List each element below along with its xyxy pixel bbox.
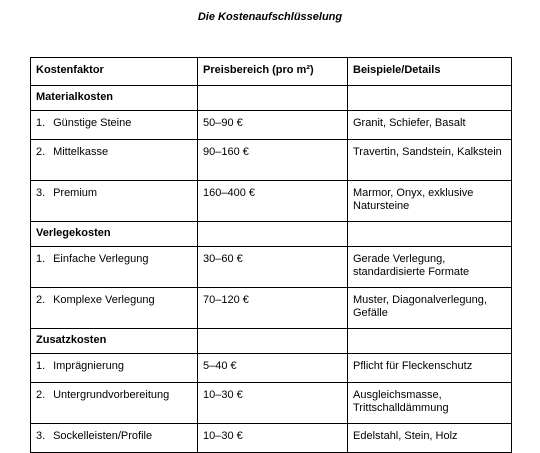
cost-table [30,57,512,453]
item-name: Einfache Verlegung [53,253,149,265]
details-cell: Travertin, Sandstein, Kalkstein [348,140,512,181]
details-cell: Pflicht für Fleckenschutz [348,354,512,383]
item-name: Premium [53,187,98,199]
price-cell: 10–30 € [198,383,348,424]
price-cell: 5–40 € [198,354,348,383]
item-name: Mittelkasse [53,146,109,158]
cost-item [31,140,198,181]
item-number: 2. [36,294,46,306]
details-cell: Muster, Diagonalverlegung, Gefälle [348,288,512,329]
price-cell: 50–90 € [198,111,348,140]
section-label: Materialkosten [31,86,198,111]
item-number: 2. [36,146,46,158]
item-number: 3. [36,187,46,199]
cost-item [31,383,198,424]
cost-item [31,354,198,383]
table-row [31,424,512,453]
item-number: 1. [36,253,46,265]
item-number: 2. [36,389,46,401]
header-price-range: Preisbereich (pro m²) [198,58,348,86]
item-name: Komplexe Verlegung [53,294,155,306]
details-cell: Ausgleichsmasse, Trittschalldämmung [348,383,512,424]
details-cell: Granit, Schiefer, Basalt [348,111,512,140]
item-name: Imprägnierung [53,360,124,372]
item-number: 1. [36,117,46,129]
item-name: Günstige Steine [53,117,132,129]
item-number: 1. [36,360,46,372]
document-title: Die Kostenaufschlüsselung [197,11,343,23]
section-row-installation [31,222,512,247]
section-label: Zusatzkosten [31,329,198,354]
price-cell: 70–120 € [198,288,348,329]
cost-item [31,247,198,288]
table-row [31,140,512,181]
cost-item [31,181,198,222]
cost-item [31,288,198,329]
table-row [31,111,512,140]
table-row [31,181,512,222]
price-cell: 90–160 € [198,140,348,181]
table-header-row [31,58,512,86]
price-cell: 30–60 € [198,247,348,288]
table-row [31,247,512,288]
price-cell: 160–400 € [198,181,348,222]
details-cell: Marmor, Onyx, exklusive Natursteine [348,181,512,222]
item-number: 3. [36,430,46,442]
header-examples: Beispiele/Details [348,58,512,86]
section-row-material [31,86,512,111]
cost-item [31,111,198,140]
details-cell: Gerade Verlegung, standardisierte Formate [348,247,512,288]
header-cost-factor: Kostenfaktor [31,58,198,86]
section-row-additional [31,329,512,354]
table-row [31,288,512,329]
item-name: Untergrundvorbereitung [53,389,170,401]
section-label: Verlegekosten [31,222,198,247]
price-cell: 10–30 € [198,424,348,453]
details-cell: Edelstahl, Stein, Holz [348,424,512,453]
cost-item [31,424,198,453]
item-name: Sockelleisten/Profile [53,430,153,442]
table-row [31,354,512,383]
table-row [31,383,512,424]
